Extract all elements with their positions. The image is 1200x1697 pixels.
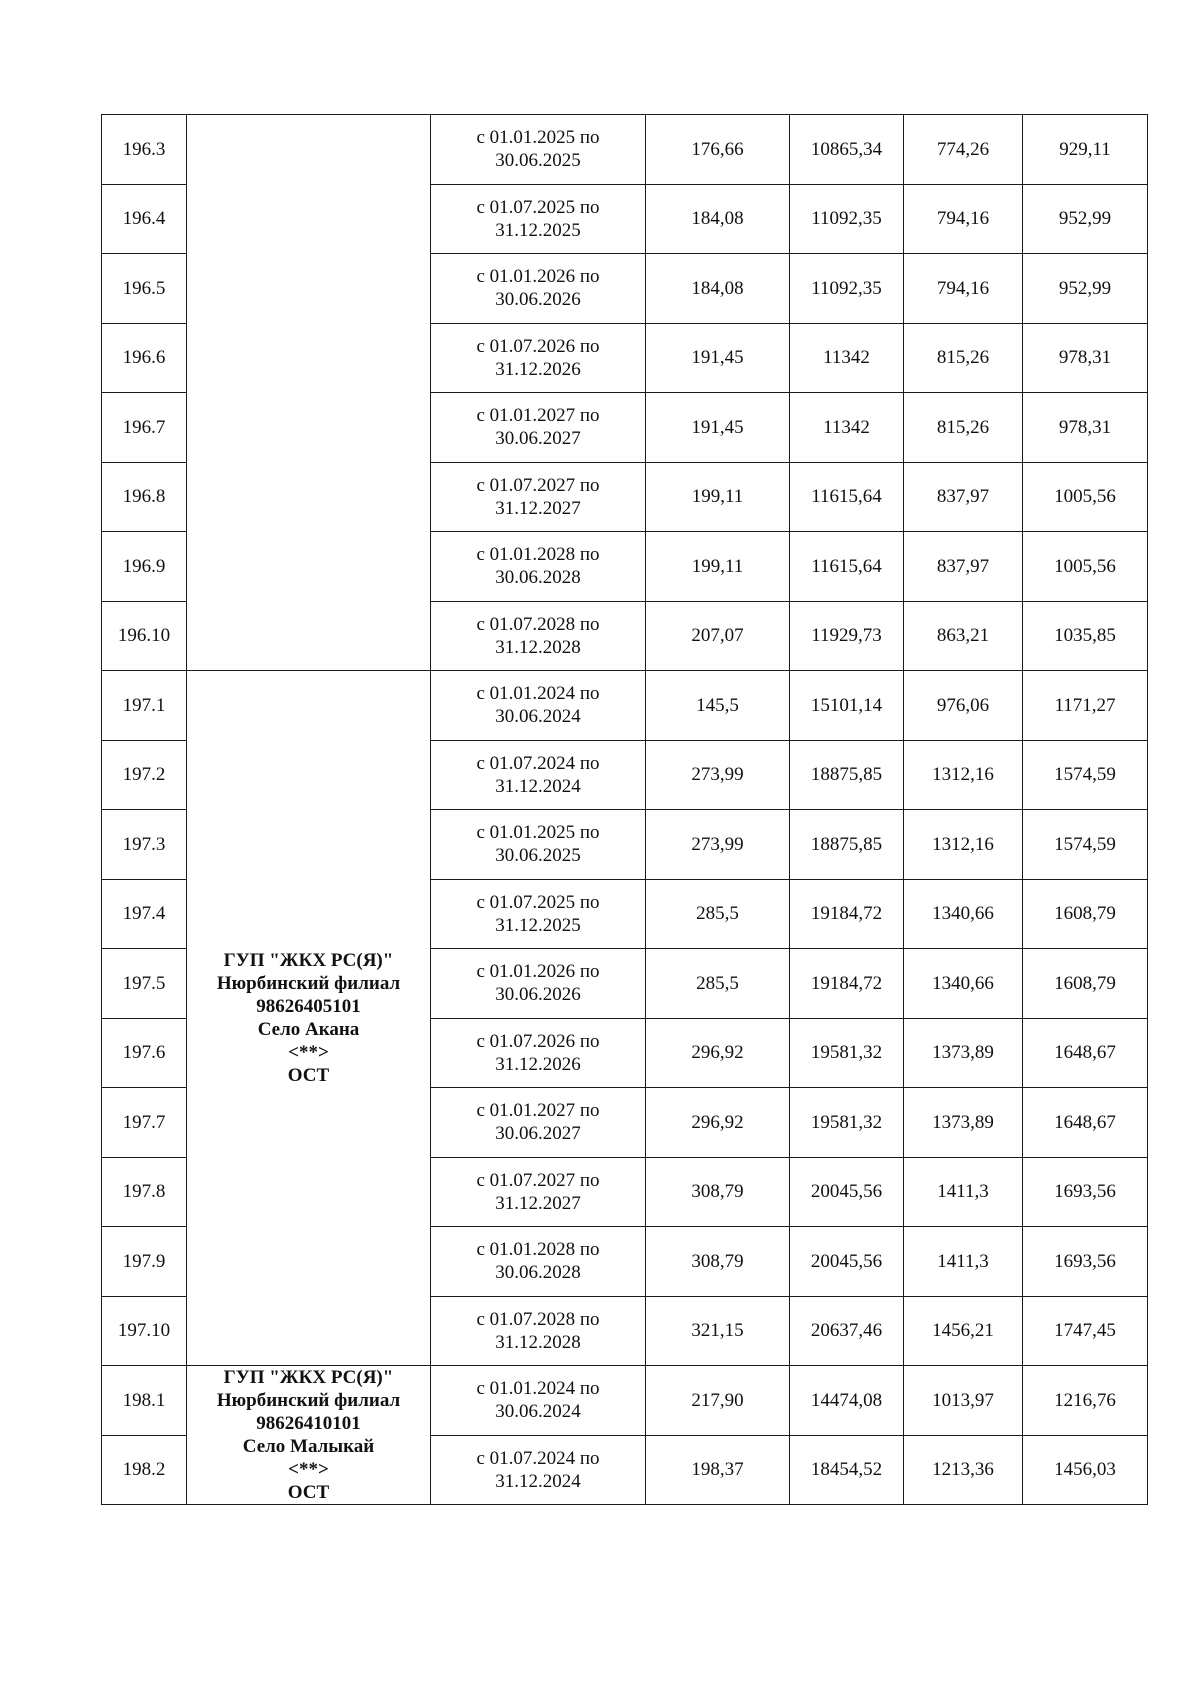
value-cell-1: 191,45: [646, 323, 790, 393]
value-cell-2: 11342: [790, 393, 904, 463]
tariff-table: [101, 114, 1148, 1505]
period-line: с 01.07.2026 по: [476, 335, 600, 357]
period-cell: [431, 1088, 646, 1158]
period-line: с 01.07.2026 по: [476, 1030, 600, 1052]
organization-line: 98626405101: [256, 996, 361, 1017]
period-line: с 01.07.2024 по: [476, 1447, 600, 1469]
period-line: 31.12.2025: [495, 914, 581, 936]
period-cell: [431, 254, 646, 324]
value-cell-2: 18875,85: [790, 740, 904, 810]
value-cell-1: 321,15: [646, 1296, 790, 1366]
period-line: 31.12.2027: [495, 1192, 581, 1214]
organization-cell: [187, 115, 431, 671]
value-cell-2: 20637,46: [790, 1296, 904, 1366]
period-line: 31.12.2026: [495, 1053, 581, 1075]
period-line: 30.06.2025: [495, 845, 581, 867]
row-number-cell: 198.2: [102, 1435, 187, 1505]
table-row: [102, 1366, 1148, 1436]
period-line: с 01.01.2026 по: [476, 961, 600, 983]
row-number-cell: 197.9: [102, 1227, 187, 1297]
value-cell-3: 837,97: [904, 462, 1023, 532]
value-cell-2: 19184,72: [790, 879, 904, 949]
value-cell-2: 20045,56: [790, 1227, 904, 1297]
value-cell-1: 217,90: [646, 1366, 790, 1436]
row-number-cell: 197.2: [102, 740, 187, 810]
period-line: с 01.07.2024 по: [476, 752, 600, 774]
value-cell-4: 1216,76: [1023, 1366, 1148, 1436]
organization-line: ОСТ: [287, 1482, 330, 1503]
period-line: 31.12.2024: [495, 1470, 581, 1492]
organization-line: <**>: [288, 1459, 329, 1480]
value-cell-1: 308,79: [646, 1157, 790, 1227]
value-cell-2: 11615,64: [790, 462, 904, 532]
period-line: 31.12.2025: [495, 219, 581, 241]
period-cell: [431, 671, 646, 741]
value-cell-2: 11092,35: [790, 254, 904, 324]
row-number-cell: 197.8: [102, 1157, 187, 1227]
value-cell-4: 1608,79: [1023, 949, 1148, 1019]
value-cell-2: 19581,32: [790, 1018, 904, 1088]
value-cell-3: 1312,16: [904, 740, 1023, 810]
value-cell-3: 1340,66: [904, 879, 1023, 949]
value-cell-1: 199,11: [646, 462, 790, 532]
period-line: с 01.07.2025 по: [476, 196, 600, 218]
value-cell-2: 11092,35: [790, 184, 904, 254]
period-cell: [431, 949, 646, 1019]
row-number-cell: 197.1: [102, 671, 187, 741]
period-line: с 01.01.2025 по: [476, 127, 600, 149]
organization-cell: [187, 1366, 431, 1505]
row-number-cell: 196.3: [102, 115, 187, 185]
period-line: 31.12.2028: [495, 1331, 581, 1353]
value-cell-2: 19184,72: [790, 949, 904, 1019]
row-number-cell: 197.7: [102, 1088, 187, 1158]
value-cell-3: 1013,97: [904, 1366, 1023, 1436]
value-cell-4: 1574,59: [1023, 810, 1148, 880]
row-number-cell: 197.6: [102, 1018, 187, 1088]
value-cell-1: 191,45: [646, 393, 790, 463]
period-line: 30.06.2026: [495, 984, 581, 1006]
row-number-cell: 197.3: [102, 810, 187, 880]
organization-line: ГУП "ЖКХ РС(Я)": [223, 950, 394, 971]
value-cell-4: 1574,59: [1023, 740, 1148, 810]
value-cell-3: 815,26: [904, 323, 1023, 393]
period-line: с 01.01.2026 по: [476, 266, 600, 288]
period-cell: [431, 1227, 646, 1297]
value-cell-3: 863,21: [904, 601, 1023, 671]
period-cell: [431, 184, 646, 254]
period-line: с 01.07.2028 по: [476, 1308, 600, 1330]
period-line: 30.06.2024: [495, 1401, 581, 1423]
tariff-table-body: [102, 115, 1148, 1505]
value-cell-2: 15101,14: [790, 671, 904, 741]
period-line: 30.06.2025: [495, 150, 581, 172]
period-line: 30.06.2027: [495, 1123, 581, 1145]
table-row: [102, 671, 1148, 741]
period-cell: [431, 462, 646, 532]
row-number-cell: 196.10: [102, 601, 187, 671]
period-line: 30.06.2027: [495, 428, 581, 450]
period-cell: [431, 879, 646, 949]
period-cell: [431, 1366, 646, 1436]
period-line: с 01.07.2025 по: [476, 891, 600, 913]
period-cell: [431, 115, 646, 185]
value-cell-4: 1171,27: [1023, 671, 1148, 741]
value-cell-4: 1005,56: [1023, 462, 1148, 532]
value-cell-4: 978,31: [1023, 323, 1148, 393]
period-line: 30.06.2026: [495, 289, 581, 311]
value-cell-3: 837,97: [904, 532, 1023, 602]
row-number-cell: 197.4: [102, 879, 187, 949]
organization-line: Нюрбинский филиал: [216, 1390, 401, 1411]
value-cell-3: 794,16: [904, 184, 1023, 254]
value-cell-1: 285,5: [646, 879, 790, 949]
value-cell-4: 1648,67: [1023, 1018, 1148, 1088]
value-cell-2: 18454,52: [790, 1435, 904, 1505]
period-cell: [431, 1157, 646, 1227]
value-cell-3: 1411,3: [904, 1157, 1023, 1227]
row-number-cell: 196.5: [102, 254, 187, 324]
value-cell-1: 199,11: [646, 532, 790, 602]
value-cell-1: 207,07: [646, 601, 790, 671]
row-number-cell: 196.8: [102, 462, 187, 532]
row-number-cell: 197.10: [102, 1296, 187, 1366]
value-cell-4: 1608,79: [1023, 879, 1148, 949]
value-cell-4: 1456,03: [1023, 1435, 1148, 1505]
period-line: 31.12.2026: [495, 358, 581, 380]
period-line: с 01.01.2028 по: [476, 1239, 600, 1261]
value-cell-1: 285,5: [646, 949, 790, 1019]
period-cell: [431, 532, 646, 602]
value-cell-3: 1312,16: [904, 810, 1023, 880]
value-cell-1: 198,37: [646, 1435, 790, 1505]
value-cell-1: 184,08: [646, 254, 790, 324]
period-line: с 01.01.2025 по: [476, 822, 600, 844]
period-line: с 01.07.2028 по: [476, 613, 600, 635]
value-cell-2: 10865,34: [790, 115, 904, 185]
value-cell-3: 976,06: [904, 671, 1023, 741]
period-line: с 01.07.2027 по: [476, 1169, 600, 1191]
value-cell-2: 11342: [790, 323, 904, 393]
value-cell-4: 952,99: [1023, 254, 1148, 324]
value-cell-2: 11929,73: [790, 601, 904, 671]
value-cell-1: 273,99: [646, 810, 790, 880]
value-cell-1: 145,5: [646, 671, 790, 741]
organization-line: 98626410101: [256, 1413, 361, 1434]
organization-line: Село Малыкай: [242, 1436, 375, 1457]
value-cell-2: 14474,08: [790, 1366, 904, 1436]
period-cell: [431, 1018, 646, 1088]
value-cell-4: 952,99: [1023, 184, 1148, 254]
value-cell-1: 296,92: [646, 1088, 790, 1158]
value-cell-3: 774,26: [904, 115, 1023, 185]
value-cell-3: 1340,66: [904, 949, 1023, 1019]
table-row: [102, 115, 1148, 185]
value-cell-1: 273,99: [646, 740, 790, 810]
period-line: 30.06.2024: [495, 706, 581, 728]
value-cell-1: 176,66: [646, 115, 790, 185]
period-cell: [431, 393, 646, 463]
period-line: 31.12.2028: [495, 636, 581, 658]
value-cell-4: 978,31: [1023, 393, 1148, 463]
row-number-cell: 198.1: [102, 1366, 187, 1436]
period-cell: [431, 810, 646, 880]
value-cell-3: 1373,89: [904, 1018, 1023, 1088]
row-number-cell: 196.7: [102, 393, 187, 463]
period-cell: [431, 1296, 646, 1366]
value-cell-2: 18875,85: [790, 810, 904, 880]
value-cell-3: 1373,89: [904, 1088, 1023, 1158]
value-cell-4: 1693,56: [1023, 1227, 1148, 1297]
row-number-cell: 196.6: [102, 323, 187, 393]
organization-line: <**>: [288, 1042, 329, 1063]
row-number-cell: 197.5: [102, 949, 187, 1019]
organization-line: ОСТ: [287, 1065, 330, 1086]
value-cell-1: 308,79: [646, 1227, 790, 1297]
organization-line: Село Акана: [257, 1019, 360, 1040]
value-cell-4: 1648,67: [1023, 1088, 1148, 1158]
period-line: с 01.01.2027 по: [476, 405, 600, 427]
organization-line: ГУП "ЖКХ РС(Я)": [223, 1367, 394, 1388]
value-cell-3: 1411,3: [904, 1227, 1023, 1297]
value-cell-4: 1035,85: [1023, 601, 1148, 671]
value-cell-4: 1693,56: [1023, 1157, 1148, 1227]
period-line: с 01.01.2028 по: [476, 544, 600, 566]
value-cell-1: 184,08: [646, 184, 790, 254]
value-cell-2: 19581,32: [790, 1088, 904, 1158]
period-line: с 01.01.2027 по: [476, 1100, 600, 1122]
value-cell-2: 20045,56: [790, 1157, 904, 1227]
value-cell-1: 296,92: [646, 1018, 790, 1088]
period-cell: [431, 1435, 646, 1505]
period-line: с 01.01.2024 по: [476, 683, 600, 705]
period-line: 31.12.2024: [495, 775, 581, 797]
period-cell: [431, 323, 646, 393]
period-line: с 01.07.2027 по: [476, 474, 600, 496]
period-line: 30.06.2028: [495, 567, 581, 589]
period-line: с 01.01.2024 по: [476, 1378, 600, 1400]
organization-cell: [187, 671, 431, 1366]
period-cell: [431, 601, 646, 671]
value-cell-3: 1213,36: [904, 1435, 1023, 1505]
value-cell-4: 1747,45: [1023, 1296, 1148, 1366]
row-number-cell: 196.9: [102, 532, 187, 602]
value-cell-3: 815,26: [904, 393, 1023, 463]
period-line: 30.06.2028: [495, 1262, 581, 1284]
value-cell-4: 929,11: [1023, 115, 1148, 185]
period-cell: [431, 740, 646, 810]
value-cell-4: 1005,56: [1023, 532, 1148, 602]
value-cell-3: 1456,21: [904, 1296, 1023, 1366]
row-number-cell: 196.4: [102, 184, 187, 254]
period-line: 31.12.2027: [495, 497, 581, 519]
value-cell-2: 11615,64: [790, 532, 904, 602]
organization-line: Нюрбинский филиал: [216, 973, 401, 994]
value-cell-3: 794,16: [904, 254, 1023, 324]
